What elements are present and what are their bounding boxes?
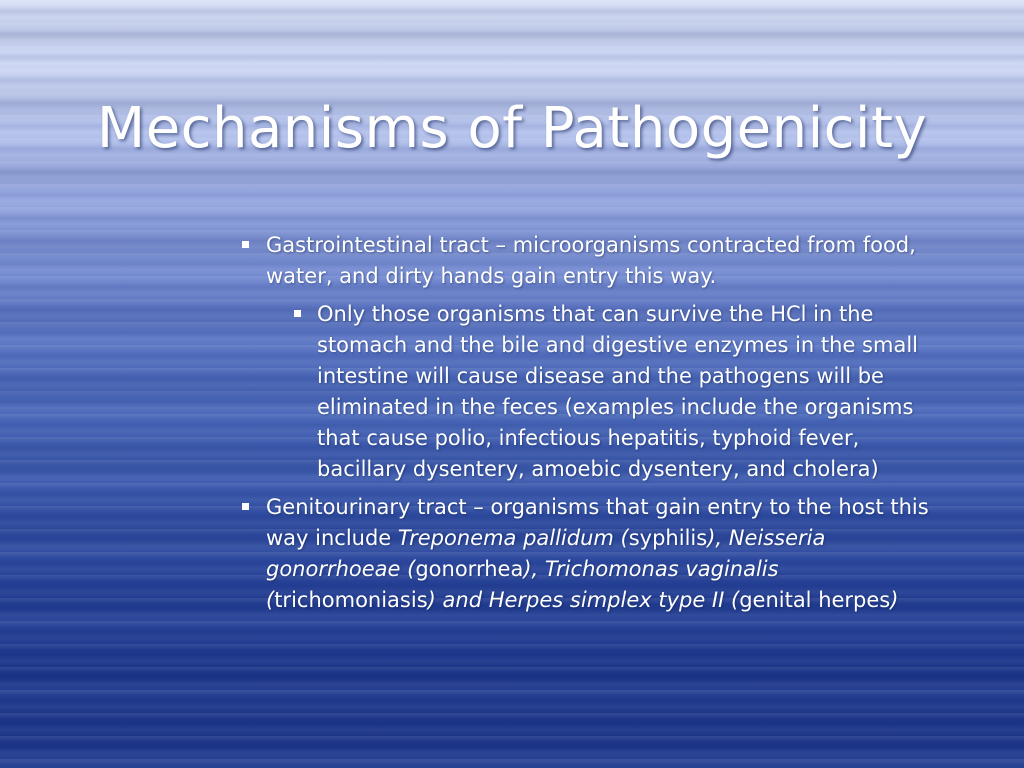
slide-body [238, 230, 938, 623]
sub-bullet-item-survival [290, 299, 938, 485]
closing-paren: ) [890, 588, 899, 612]
square-bullet-icon [242, 241, 249, 248]
bullet-item-gastrointestinal [238, 230, 938, 292]
organism-name: ) and Herpes simplex type II ( [427, 588, 740, 612]
sub-bullet-text: Only those organisms that can survive the HCl in the stomach and the bile and digestive enzymes in the small intestine will cause disease and the pathogens will be eliminated in the feces (examples include the organisms that cause polio, infectious hepatitis, typhoid fever, bacillary dysentery, amoebic dysentery, and cholera) [317, 302, 918, 481]
organism-name: Treponema pallidum ( [397, 526, 629, 550]
bullet-text-segment: Genitourinary tract – organisms that gain entry to the host this way include [266, 495, 929, 550]
organism-name: ), Trichomonas vaginalis ( [266, 557, 779, 612]
disease-name: genital herpes [739, 588, 891, 612]
organism-name: ), Neisseria gonorrhoeae ( [266, 526, 826, 581]
bullet-text: Gastrointestinal tract – microorganisms contracted from food, water, and dirty hands gain entry this way. [266, 233, 916, 288]
disease-name: gonorrhea [415, 557, 524, 581]
square-bullet-icon [242, 503, 249, 510]
square-bullet-icon [294, 310, 301, 317]
slide-title: Mechanisms of Pathogenicity [96, 96, 928, 161]
disease-name: trichomoniasis [274, 588, 428, 612]
disease-name: syphilis [628, 526, 708, 550]
bullet-item-genitourinary [238, 492, 938, 616]
